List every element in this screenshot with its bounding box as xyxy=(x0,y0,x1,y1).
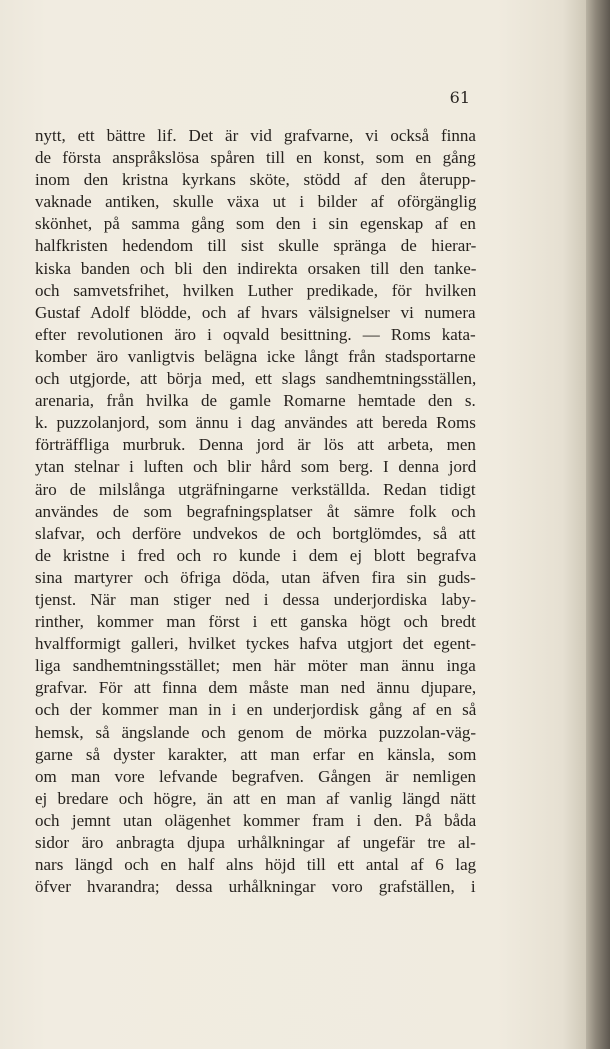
text-line: inom den kristna kyrkans sköte, stödd af den återupp- xyxy=(35,170,476,190)
text-line: öfver hvarandra; dessa urhålkningar voro grafställen, i xyxy=(35,877,476,897)
text-line: och samvetsfrihet, hvilken Luther predikade, för hvilken xyxy=(35,280,477,300)
text-line: slafvar, och derföre undvekos de och bortglömdes, så att xyxy=(35,523,476,543)
text-line: arenaria, från hvilka de gamle Romarne hemtade den s. xyxy=(35,391,476,411)
text-line: efter revolutionen äro i oqvald besittning. — Roms kata- xyxy=(35,324,476,344)
text-line: och der kommer man in i en underjordisk gång af en så xyxy=(35,700,477,720)
text-line: de första anspråkslösa spåren till en konst, som en gång xyxy=(35,148,476,168)
text-line: och jemnt utan olägenhet kommer fram i den. På båda xyxy=(35,810,477,830)
text-line: de kristne i fred och ro kunde i dem ej blott begrafva xyxy=(35,545,477,565)
text-line: nytt, ett bättre lif. Det är vid grafvarne, vi också finna xyxy=(35,126,476,145)
text-line: grafvar. För att finna dem måste man ned ännu djupare, xyxy=(35,678,477,698)
text-line: nars längd och en half alns höjd till ett antal af 6 lag xyxy=(35,855,477,875)
text-line: användes de som begrafningsplatser åt sämre folk och xyxy=(35,501,476,521)
page-edge-shadow xyxy=(586,0,610,1049)
text-line: sidor äro anbragta djupa urhålkningar af ungefär tre al- xyxy=(35,833,476,852)
text-line: ytan stelnar i luften och blir hård som berg. I denna jord xyxy=(35,457,477,477)
text-line: komber äro vanligtvis belägna icke långt från stadsportarne xyxy=(35,346,476,366)
text-line: ej bredare och högre, än att en man af vanlig längd nätt xyxy=(35,788,476,808)
text-line: rinther, kommer man först i ett ganska högt och bredt xyxy=(35,612,476,632)
text-line: kiska banden och bli den indirekta orsaken till den tanke- xyxy=(35,258,477,278)
text-line: Gustaf Adolf blödde, och af hvars välsignelser vi numera xyxy=(35,302,476,322)
text-line: skönhet, på samma gång som den i sin egenskap af en xyxy=(35,214,476,234)
text-line: hemsk, så ängslande och genom de mörka puzzolan-väg- xyxy=(35,722,477,742)
text-line: om man vore lefvande begrafven. Gången är nemligen xyxy=(35,766,477,786)
text-line: och utgjorde, att börja med, ett slags sandhemtningsställen, xyxy=(35,369,477,389)
text-line: halfkristen hedendom till sist skulle spränga de hierar- xyxy=(35,236,477,256)
text-line: vaknade antiken, skulle växa ut i bilder af oförgänglig xyxy=(35,192,477,212)
text-line: förträffliga murbruk. Denna jord är lös att arbeta, men xyxy=(35,435,476,455)
text-line: k. puzzolanjord, som ännu i dag användes att bereda Roms xyxy=(35,413,476,433)
text-line: garne så dyster karakter, att man erfar en känsla, som xyxy=(35,744,477,764)
text-line: tjenst. När man stiger ned i dessa underjordiska laby- xyxy=(35,589,477,609)
page-number: 61 xyxy=(449,88,470,107)
text-line: liga sandhemtningsstället; men här möter man ännu inga xyxy=(35,656,476,676)
body-text xyxy=(35,125,476,898)
text-line: äro de milslånga utgräfningarne verkställda. Redan tidigt xyxy=(35,479,476,499)
text-line: sina martyrer och öfriga döda, utan äfven fira sin guds- xyxy=(35,567,476,587)
text-line: hvalfformigt galleri, hvilket tyckes hafva utgjort det egent- xyxy=(35,634,477,654)
